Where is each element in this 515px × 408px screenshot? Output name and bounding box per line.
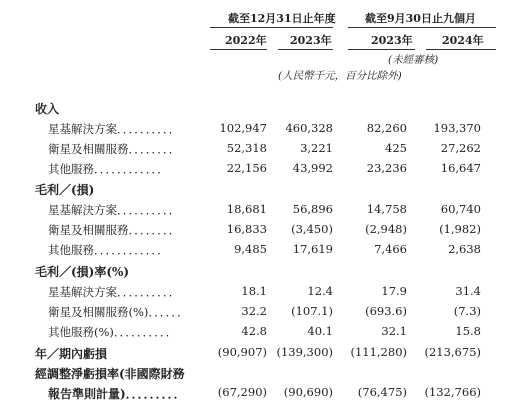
- row-label: 衛星及相關服務．．．．．．．．: [48, 223, 181, 237]
- cell: 56,896: [292, 202, 333, 216]
- cell: 460,328: [285, 121, 333, 135]
- header-group-years: 截至12月31日止年度: [228, 12, 336, 25]
- cell: (7.3): [453, 304, 481, 318]
- year-2024-nine-months: 2024年: [442, 34, 484, 47]
- cell: 22,156: [226, 161, 267, 175]
- cell: (693.6): [365, 304, 407, 318]
- cell: 31.4: [455, 284, 481, 298]
- cell: (1,982): [439, 222, 481, 236]
- row-label: 其他服務．．．．．．．．．．．．: [48, 243, 169, 257]
- row-label: 衛星及相關服務．．．．．．．．: [48, 142, 181, 156]
- cell: 193,370: [433, 121, 481, 135]
- year-2022: 2022年: [225, 34, 267, 47]
- units-note: (人民幣千元，百分比除外): [278, 70, 402, 82]
- cell: 42.8: [241, 324, 267, 338]
- cell: (107.1): [291, 304, 333, 318]
- cell: 18.1: [241, 284, 267, 298]
- year-rule-2022: [210, 49, 267, 50]
- header-group-nine-months: 截至9月30日止九個月: [365, 12, 476, 25]
- section-adjusted-line2: 報告準則計量)．．．．．．．．．: [48, 387, 186, 401]
- cell: 14,758: [366, 202, 407, 216]
- section-gross-margin: 毛利／(損)率(%): [35, 265, 130, 279]
- year-rule-2023: [278, 49, 333, 50]
- section-net-loss: 年／期內虧損: [35, 347, 108, 361]
- cell: 15.8: [455, 324, 481, 338]
- cell: 40.1: [307, 324, 333, 338]
- row-label: 其他服務．．．．．．．．．．．．: [48, 162, 169, 176]
- cell: 17,619: [292, 242, 333, 256]
- cell: 9,485: [234, 242, 267, 256]
- row-label: 星基解決方案．．．．．．．．．．: [48, 203, 181, 217]
- cell: (90,907): [217, 345, 267, 359]
- cell: (2,948): [365, 222, 407, 236]
- row-label: 星基解決方案．．．．．．．．．．: [48, 122, 181, 136]
- row-label: 星基解決方案．．．．．．．．．．: [48, 285, 181, 299]
- cell: 2,638: [448, 242, 481, 256]
- cell: (76,475): [357, 385, 407, 399]
- cell: 12.4: [307, 284, 333, 298]
- cell: 27,262: [440, 141, 481, 155]
- header-rule-nine-months: [348, 27, 496, 28]
- cell: (111,280): [350, 345, 407, 359]
- cell: (132,766): [424, 385, 481, 399]
- row-label: 衛星及相關服務(%)．．．．．．: [48, 305, 189, 319]
- cell: (213,675): [424, 345, 481, 359]
- year-rule-2023-9m: [348, 49, 415, 50]
- cell: 43,992: [292, 161, 333, 175]
- cell: 16,647: [440, 161, 481, 175]
- cell: 60,740: [440, 202, 481, 216]
- unaudited-note: (未經審核): [388, 54, 439, 66]
- year-2023-nine-months: 2023年: [371, 34, 413, 47]
- cell: 425: [385, 141, 407, 155]
- cell: (67,290): [217, 385, 267, 399]
- cell: (90,690): [283, 385, 333, 399]
- section-gross-profit: 毛利／(損): [35, 183, 95, 197]
- cell: 23,236: [366, 161, 407, 175]
- cell: 16,833: [226, 222, 267, 236]
- header-rule-years: [210, 27, 333, 28]
- cell: 3,221: [300, 141, 333, 155]
- section-adjusted-line1: 經調整淨虧損率(非國際財務: [35, 367, 185, 381]
- cell: 82,260: [366, 121, 407, 135]
- cell: 102,947: [219, 121, 267, 135]
- cell: 32.2: [241, 304, 267, 318]
- cell: 17.9: [381, 284, 407, 298]
- cell: 7,466: [374, 242, 407, 256]
- cell: (139,300): [276, 345, 333, 359]
- cell: 32.1: [381, 324, 407, 338]
- year-2023: 2023年: [290, 34, 332, 47]
- cell: 52,318: [226, 141, 267, 155]
- year-rule-2024-9m: [426, 49, 496, 50]
- section-revenue: 收入: [35, 102, 60, 116]
- cell: 18,681: [226, 202, 267, 216]
- cell: (3,450): [291, 222, 333, 236]
- row-label: 其他服務(%)．．．．．．．．．．: [48, 325, 178, 339]
